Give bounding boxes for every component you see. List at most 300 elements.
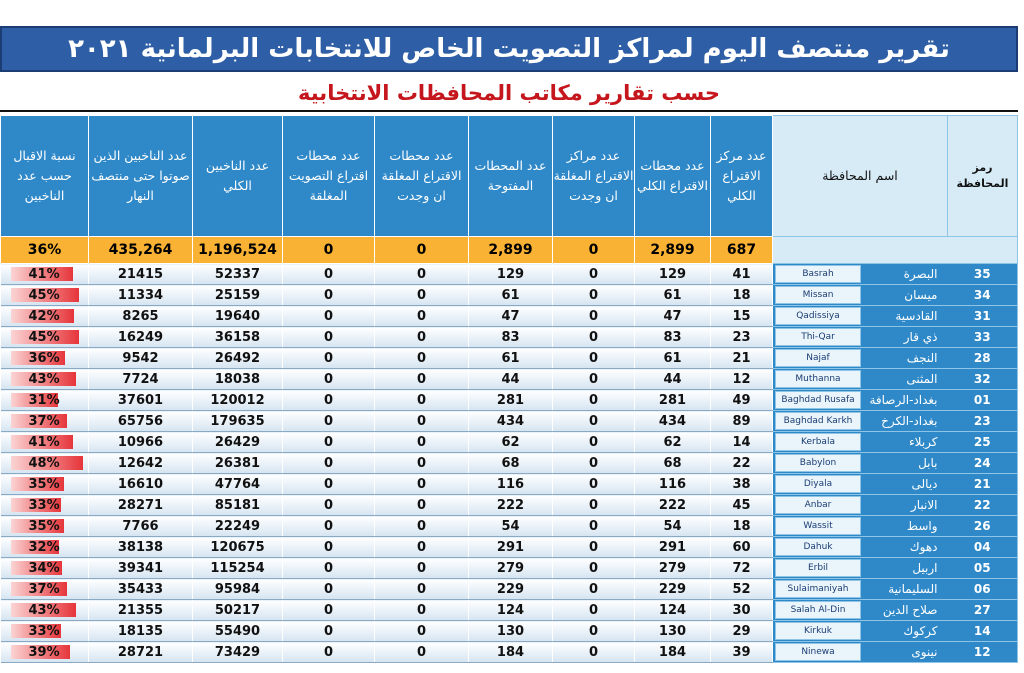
cell-province-code: 21 xyxy=(948,474,1018,495)
province-name-ar: واسط xyxy=(906,519,938,533)
cell-voted-by-noon: 16249 xyxy=(89,327,193,348)
cell-turnout-pct xyxy=(1,516,89,537)
cell-total-stations: 116 xyxy=(635,474,711,495)
cell-closed-stations: 0 xyxy=(283,558,375,579)
province-name-en: Erbil xyxy=(775,559,861,577)
cell-turnout-pct xyxy=(1,285,89,306)
cell-province-code: 26 xyxy=(948,516,1018,537)
turnout-pct-text: 32% xyxy=(28,539,60,555)
province-name-en: Salah Al-Din xyxy=(775,601,861,619)
cell-closed-stations: 0 xyxy=(283,579,375,600)
cell-open-stations: 229 xyxy=(469,579,553,600)
cell-closed-centers: 0 xyxy=(553,411,635,432)
province-name-ar: نينوى xyxy=(911,645,938,659)
province-name-en: Missan xyxy=(775,286,861,304)
province-name-en: Dahuk xyxy=(775,538,861,556)
cell-province-code: 27 xyxy=(948,600,1018,621)
cell-total-centers: 15 xyxy=(711,306,773,327)
cell-turnout-pct xyxy=(1,306,89,327)
table-row xyxy=(1,600,1018,621)
cell-total-voters: 95984 xyxy=(193,579,283,600)
cell-voted-by-noon: 12642 xyxy=(89,453,193,474)
cell-total-centers: 14 xyxy=(711,432,773,453)
cell-closed-stations: 0 xyxy=(283,285,375,306)
cell-province-code: 24 xyxy=(948,453,1018,474)
table-row xyxy=(1,621,1018,642)
cell-total-centers: 29 xyxy=(711,621,773,642)
cell-closed-centers: 0 xyxy=(553,432,635,453)
cell-province xyxy=(773,600,948,621)
table-row xyxy=(1,369,1018,390)
cell-turnout-pct xyxy=(1,411,89,432)
cell-total-centers: 49 xyxy=(711,390,773,411)
turnout-pct-text: 35% xyxy=(28,518,60,534)
col-header-open-stations: عدد المحطات المفتوحة xyxy=(469,116,553,237)
turnout-pct-text: 43% xyxy=(28,371,60,387)
turnout-pct-text: 41% xyxy=(28,434,60,450)
cell-province-code: 05 xyxy=(948,558,1018,579)
cell-turnout-pct xyxy=(1,621,89,642)
cell-province-code: 22 xyxy=(948,495,1018,516)
province-name-en: Anbar xyxy=(775,496,861,514)
cell-total-centers: 12 xyxy=(711,369,773,390)
cell-province xyxy=(773,474,948,495)
cell-total-voters: 25159 xyxy=(193,285,283,306)
report-subtitle: حسب تقارير مكاتب المحافظات الانتخابية xyxy=(298,81,720,105)
cell-closed-centers: 0 xyxy=(553,642,635,663)
cell-province xyxy=(773,453,948,474)
report-title-bar xyxy=(0,26,1018,72)
cell-closed-centers: 0 xyxy=(553,495,635,516)
cell-total-voters: 19640 xyxy=(193,306,283,327)
cell-voted-by-noon: 16610 xyxy=(89,474,193,495)
turnout-pct-text: 48% xyxy=(28,455,60,471)
cell-total-centers: 38 xyxy=(711,474,773,495)
cell-turnout-pct xyxy=(1,474,89,495)
province-name-ar: بابل xyxy=(918,456,938,470)
province-name-en: Thi-Qar xyxy=(775,328,861,346)
cell-turnout-pct xyxy=(1,348,89,369)
cell-total-stations: 281 xyxy=(635,390,711,411)
cell-closed-stations-if-any: 0 xyxy=(375,390,469,411)
province-name-ar: القادسية xyxy=(895,309,938,323)
turnout-pct-text: 43% xyxy=(28,602,60,618)
table-row xyxy=(1,285,1018,306)
cell-open-stations: 83 xyxy=(469,327,553,348)
cell-province-code: 34 xyxy=(948,285,1018,306)
table-row xyxy=(1,390,1018,411)
cell-total-centers: 41 xyxy=(711,264,773,285)
table-row xyxy=(1,306,1018,327)
cell-total-stations: 61 xyxy=(635,348,711,369)
cell-total-voters: 47764 xyxy=(193,474,283,495)
cell-open-stations: 434 xyxy=(469,411,553,432)
province-name-ar: دهوك xyxy=(909,540,938,554)
cell-province-code: 33 xyxy=(948,327,1018,348)
cell-total-centers: 23 xyxy=(711,327,773,348)
cell-closed-stations-if-any: 0 xyxy=(375,285,469,306)
province-name-en: Wassit xyxy=(775,517,861,535)
cell-total-stations: 222 xyxy=(635,495,711,516)
cell-turnout-pct xyxy=(1,390,89,411)
cell-total-stations: 434 xyxy=(635,411,711,432)
province-name-ar: السليمانية xyxy=(888,582,938,596)
col-header-closed-centers: عدد مراكز الاقتراع المغلقة ان وجدت xyxy=(553,116,635,237)
cell-voted-by-noon: 8265 xyxy=(89,306,193,327)
cell-province-code: 35 xyxy=(948,264,1018,285)
header-row xyxy=(1,116,1018,237)
cell-closed-centers: 0 xyxy=(553,264,635,285)
cell-open-stations: 61 xyxy=(469,348,553,369)
cell-total-stations: 184 xyxy=(635,642,711,663)
table-row xyxy=(1,558,1018,579)
turnout-pct-text: 33% xyxy=(28,623,60,639)
col-header-closed-stations-if-any: عدد محطات الاقتراع المغلقة ان وجدت xyxy=(375,116,469,237)
cell-closed-stations-if-any: 0 xyxy=(375,432,469,453)
province-name-ar: صلاح الدين xyxy=(882,603,938,617)
cell-total-centers: 60 xyxy=(711,537,773,558)
cell-voted-by-noon: 65756 xyxy=(89,411,193,432)
table-row xyxy=(1,642,1018,663)
cell-province xyxy=(773,348,948,369)
cell-province xyxy=(773,516,948,537)
cell-province-code: 32 xyxy=(948,369,1018,390)
cell-province-code: 31 xyxy=(948,306,1018,327)
cell-closed-centers: 0 xyxy=(553,621,635,642)
cell-turnout-pct xyxy=(1,432,89,453)
cell-closed-centers: 0 xyxy=(553,453,635,474)
province-name-ar: النجف xyxy=(906,351,938,365)
cell-voted-by-noon: 9542 xyxy=(89,348,193,369)
cell-total-stations: 124 xyxy=(635,600,711,621)
cell-total-centers: 21 xyxy=(711,348,773,369)
cell-total-stations: 130 xyxy=(635,621,711,642)
cell-voted-by-noon: 28721 xyxy=(89,642,193,663)
cell-turnout-pct xyxy=(1,642,89,663)
cell-voted-by-noon: 18135 xyxy=(89,621,193,642)
cell-total-voters: 73429 xyxy=(193,642,283,663)
cell-voted-by-noon: 39341 xyxy=(89,558,193,579)
cell-turnout-pct xyxy=(1,537,89,558)
turnout-pct-text: 45% xyxy=(28,287,60,303)
province-name-ar: كركوك xyxy=(903,624,938,638)
cell-province xyxy=(773,558,948,579)
cell-voted-by-noon: 35433 xyxy=(89,579,193,600)
table-row xyxy=(1,348,1018,369)
turnout-pct-text: 31% xyxy=(28,392,60,408)
cell-turnout-pct xyxy=(1,495,89,516)
cell-closed-centers: 0 xyxy=(553,474,635,495)
cell-closed-stations: 0 xyxy=(283,495,375,516)
cell-turnout-pct xyxy=(1,327,89,348)
cell-voted-by-noon: 21415 xyxy=(89,264,193,285)
turnout-pct-text: 41% xyxy=(28,266,60,282)
cell-total-centers: 30 xyxy=(711,600,773,621)
totals-row xyxy=(1,237,1018,264)
turnout-pct-text: 37% xyxy=(28,413,60,429)
cell-total-stations: 62 xyxy=(635,432,711,453)
province-name-en: Baghdad Rusafa xyxy=(775,391,861,409)
cell-closed-stations-if-any: 0 xyxy=(375,495,469,516)
turnout-pct-text: 45% xyxy=(28,329,60,345)
cell-closed-stations-if-any: 0 xyxy=(375,411,469,432)
cell-closed-stations-if-any: 0 xyxy=(375,621,469,642)
cell-closed-stations-if-any: 0 xyxy=(375,474,469,495)
province-name-en: Diyala xyxy=(775,475,861,493)
cell-closed-stations: 0 xyxy=(283,348,375,369)
table-row xyxy=(1,579,1018,600)
cell-closed-stations: 0 xyxy=(283,411,375,432)
turnout-pct-text: 36% xyxy=(28,350,60,366)
cell-province-code: 04 xyxy=(948,537,1018,558)
col-header-total-centers: عدد مركز الاقتراع الكلي xyxy=(711,116,773,237)
cell-total-stations: 54 xyxy=(635,516,711,537)
province-name-ar: الانبار xyxy=(910,498,938,512)
cell-closed-stations: 0 xyxy=(283,327,375,348)
cell-closed-stations-if-any: 0 xyxy=(375,558,469,579)
cell-closed-centers: 0 xyxy=(553,390,635,411)
table-row xyxy=(1,327,1018,348)
cell-open-stations: 68 xyxy=(469,453,553,474)
cell-open-stations: 54 xyxy=(469,516,553,537)
cell-total-voters: 26429 xyxy=(193,432,283,453)
cell-turnout-pct xyxy=(1,453,89,474)
cell-province-code: 12 xyxy=(948,642,1018,663)
table-row xyxy=(1,432,1018,453)
cell-closed-stations: 0 xyxy=(283,600,375,621)
total-closed-stations-if-any: 0 xyxy=(375,237,469,264)
province-name-ar: ديالى xyxy=(911,477,938,491)
cell-total-centers: 18 xyxy=(711,285,773,306)
cell-closed-stations-if-any: 0 xyxy=(375,327,469,348)
cell-closed-centers: 0 xyxy=(553,558,635,579)
cell-open-stations: 184 xyxy=(469,642,553,663)
cell-closed-centers: 0 xyxy=(553,348,635,369)
cell-turnout-pct xyxy=(1,264,89,285)
cell-voted-by-noon: 11334 xyxy=(89,285,193,306)
totals-province-blank xyxy=(773,237,1018,264)
cell-total-centers: 22 xyxy=(711,453,773,474)
cell-open-stations: 47 xyxy=(469,306,553,327)
province-name-ar: كربلاء xyxy=(909,435,938,449)
cell-closed-stations: 0 xyxy=(283,306,375,327)
table-row xyxy=(1,516,1018,537)
cell-total-voters: 50217 xyxy=(193,600,283,621)
province-name-en: Qadissiya xyxy=(775,307,861,325)
province-name-ar: المثنى xyxy=(906,372,938,386)
cell-turnout-pct xyxy=(1,369,89,390)
cell-province-code: 14 xyxy=(948,621,1018,642)
cell-province xyxy=(773,285,948,306)
cell-open-stations: 61 xyxy=(469,285,553,306)
cell-open-stations: 279 xyxy=(469,558,553,579)
province-name-en: Basrah xyxy=(775,265,861,283)
cell-voted-by-noon: 7724 xyxy=(89,369,193,390)
cell-total-centers: 52 xyxy=(711,579,773,600)
cell-total-stations: 47 xyxy=(635,306,711,327)
cell-closed-stations-if-any: 0 xyxy=(375,306,469,327)
turnout-pct-text: 34% xyxy=(28,560,60,576)
total-closed-stations: 0 xyxy=(283,237,375,264)
total-closed-centers: 0 xyxy=(553,237,635,264)
cell-closed-centers: 0 xyxy=(553,327,635,348)
cell-province xyxy=(773,495,948,516)
cell-open-stations: 62 xyxy=(469,432,553,453)
turnout-pct-text: 35% xyxy=(28,476,60,492)
cell-closed-stations: 0 xyxy=(283,453,375,474)
cell-open-stations: 281 xyxy=(469,390,553,411)
cell-closed-stations-if-any: 0 xyxy=(375,642,469,663)
cell-closed-stations: 0 xyxy=(283,432,375,453)
turnout-pct-text: 39% xyxy=(28,644,60,660)
table-row xyxy=(1,411,1018,432)
cell-open-stations: 129 xyxy=(469,264,553,285)
province-name-en: Najaf xyxy=(775,349,861,367)
cell-total-centers: 18 xyxy=(711,516,773,537)
cell-closed-stations: 0 xyxy=(283,474,375,495)
cell-total-voters: 26381 xyxy=(193,453,283,474)
turnout-pct-text: 37% xyxy=(28,581,60,597)
cell-voted-by-noon: 28271 xyxy=(89,495,193,516)
cell-total-stations: 83 xyxy=(635,327,711,348)
cell-province-code: 01 xyxy=(948,390,1018,411)
col-header-total-stations: عدد محطات الاقتراع الكلي xyxy=(635,116,711,237)
province-name-en: Sulaimaniyah xyxy=(775,580,861,598)
cell-closed-stations: 0 xyxy=(283,642,375,663)
table-row xyxy=(1,453,1018,474)
cell-closed-stations: 0 xyxy=(283,621,375,642)
province-name-ar: بغداد-الكرخ xyxy=(881,414,938,428)
total-voters: 1,196,524 xyxy=(193,237,283,264)
cell-open-stations: 124 xyxy=(469,600,553,621)
cell-total-voters: 179635 xyxy=(193,411,283,432)
cell-closed-stations-if-any: 0 xyxy=(375,348,469,369)
province-name-en: Kerbala xyxy=(775,433,861,451)
total-centers: 687 xyxy=(711,237,773,264)
province-name-ar: اربيل xyxy=(912,561,938,575)
col-header-total-voters: عدد الناخبين الكلي xyxy=(193,116,283,237)
cell-total-voters: 120012 xyxy=(193,390,283,411)
col-header-province-code: رمز المحافظة xyxy=(948,116,1018,237)
cell-total-voters: 120675 xyxy=(193,537,283,558)
col-header-province-name: اسم المحافظة xyxy=(773,116,948,237)
turnout-pct-text: 42% xyxy=(28,308,60,324)
cell-voted-by-noon: 10966 xyxy=(89,432,193,453)
col-header-voted-by-noon: عدد الناخبين الذين صوتوا حتى منتصف النهار xyxy=(89,116,193,237)
cell-turnout-pct xyxy=(1,558,89,579)
province-name-en: Baghdad Karkh xyxy=(775,412,861,430)
cell-closed-stations-if-any: 0 xyxy=(375,264,469,285)
cell-open-stations: 44 xyxy=(469,369,553,390)
cell-province-code: 06 xyxy=(948,579,1018,600)
cell-total-voters: 26492 xyxy=(193,348,283,369)
table-row xyxy=(1,537,1018,558)
cell-total-stations: 44 xyxy=(635,369,711,390)
cell-province xyxy=(773,264,948,285)
cell-total-stations: 229 xyxy=(635,579,711,600)
cell-province-code: 23 xyxy=(948,411,1018,432)
cell-province xyxy=(773,306,948,327)
cell-open-stations: 116 xyxy=(469,474,553,495)
cell-total-stations: 279 xyxy=(635,558,711,579)
cell-province xyxy=(773,369,948,390)
cell-closed-centers: 0 xyxy=(553,369,635,390)
cell-total-stations: 291 xyxy=(635,537,711,558)
cell-province xyxy=(773,537,948,558)
total-voted-by-noon: 435,264 xyxy=(89,237,193,264)
cell-total-voters: 22249 xyxy=(193,516,283,537)
cell-province xyxy=(773,642,948,663)
turnout-table xyxy=(0,115,1018,663)
cell-closed-centers: 0 xyxy=(553,537,635,558)
cell-turnout-pct xyxy=(1,600,89,621)
cell-closed-centers: 0 xyxy=(553,579,635,600)
province-name-ar: البصرة xyxy=(903,267,938,281)
cell-total-stations: 129 xyxy=(635,264,711,285)
cell-open-stations: 222 xyxy=(469,495,553,516)
cell-closed-stations-if-any: 0 xyxy=(375,453,469,474)
province-name-ar: ميسان xyxy=(904,288,938,302)
cell-province-code: 28 xyxy=(948,348,1018,369)
cell-total-voters: 36158 xyxy=(193,327,283,348)
cell-closed-centers: 0 xyxy=(553,306,635,327)
cell-voted-by-noon: 7766 xyxy=(89,516,193,537)
turnout-pct-text: 33% xyxy=(28,497,60,513)
cell-closed-centers: 0 xyxy=(553,516,635,537)
cell-total-voters: 85181 xyxy=(193,495,283,516)
cell-closed-stations: 0 xyxy=(283,369,375,390)
cell-open-stations: 130 xyxy=(469,621,553,642)
cell-province xyxy=(773,621,948,642)
cell-province xyxy=(773,579,948,600)
total-stations: 2,899 xyxy=(635,237,711,264)
province-name-en: Ninewa xyxy=(775,643,861,661)
cell-province xyxy=(773,432,948,453)
cell-closed-centers: 0 xyxy=(553,285,635,306)
cell-turnout-pct xyxy=(1,579,89,600)
cell-total-voters: 55490 xyxy=(193,621,283,642)
cell-province xyxy=(773,327,948,348)
cell-closed-stations-if-any: 0 xyxy=(375,516,469,537)
province-name-en: Kirkuk xyxy=(775,622,861,640)
total-open-stations: 2,899 xyxy=(469,237,553,264)
cell-voted-by-noon: 21355 xyxy=(89,600,193,621)
cell-total-centers: 89 xyxy=(711,411,773,432)
cell-province xyxy=(773,390,948,411)
cell-province xyxy=(773,411,948,432)
cell-total-stations: 68 xyxy=(635,453,711,474)
cell-total-centers: 39 xyxy=(711,642,773,663)
province-name-en: Babylon xyxy=(775,454,861,472)
cell-closed-stations: 0 xyxy=(283,537,375,558)
cell-voted-by-noon: 37601 xyxy=(89,390,193,411)
province-name-ar: ذي قار xyxy=(903,330,938,344)
cell-voted-by-noon: 38138 xyxy=(89,537,193,558)
cell-closed-stations: 0 xyxy=(283,264,375,285)
report-subtitle-bar xyxy=(0,76,1018,112)
total-turnout-pct: 36% xyxy=(1,237,89,264)
cell-closed-stations-if-any: 0 xyxy=(375,579,469,600)
cell-total-centers: 45 xyxy=(711,495,773,516)
cell-total-voters: 115254 xyxy=(193,558,283,579)
col-header-closed-stations: عدد محطات اقتراع التصويت المغلقة xyxy=(283,116,375,237)
cell-closed-centers: 0 xyxy=(553,600,635,621)
cell-closed-stations-if-any: 0 xyxy=(375,537,469,558)
cell-closed-stations-if-any: 0 xyxy=(375,369,469,390)
cell-total-voters: 52337 xyxy=(193,264,283,285)
table-row xyxy=(1,495,1018,516)
report-title: تقرير منتصف اليوم لمراكز التصويت الخاص للانتخابات البرلمانية ٢٠٢١ xyxy=(68,34,950,64)
